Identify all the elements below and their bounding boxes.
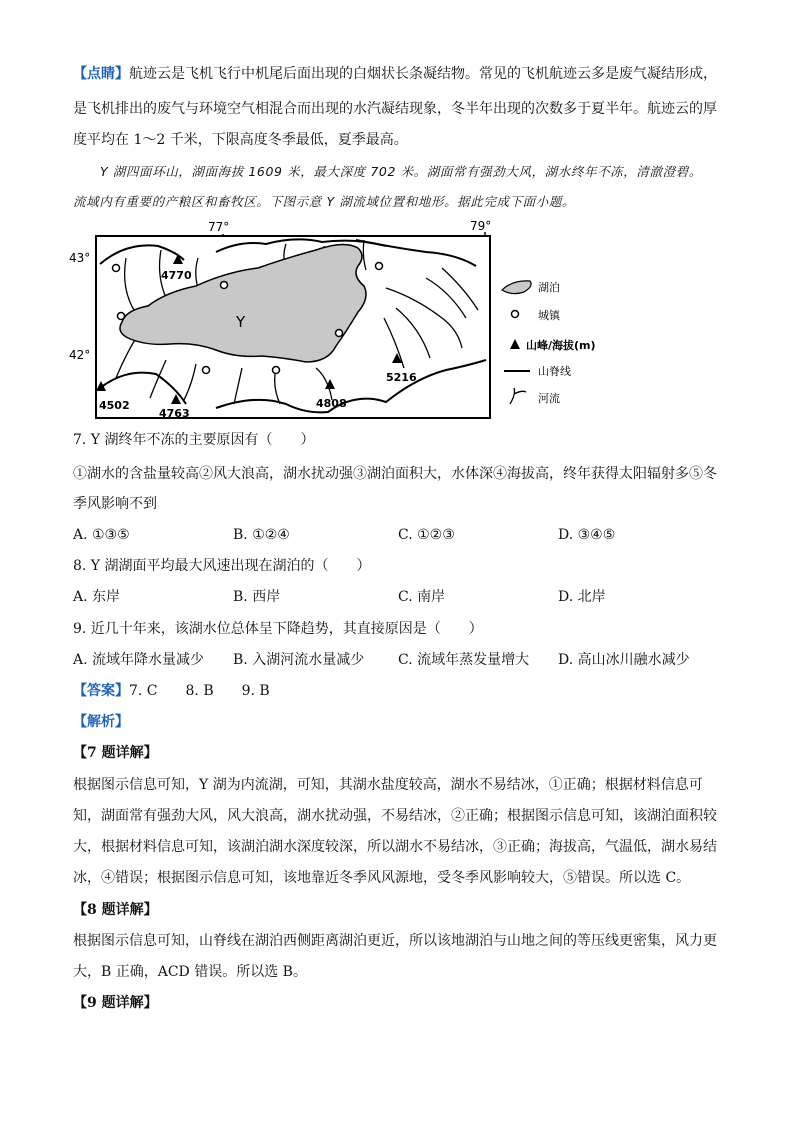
d7-line-2: 知，湖面常有强劲大风，风大浪高，湖水扰动强，不易结冰，②正确；根据图示信息可知，该湖泊面积较 [73, 808, 717, 824]
q9-option-c[interactable]: C. 流域年蒸发量增大 [398, 652, 530, 668]
q9-option-d[interactable]: D. 高山冰川融水减少 [558, 652, 690, 668]
answer-tag: 【答案】 [73, 683, 129, 699]
analysis-tag: 【解析】 [73, 714, 129, 730]
q7-items-2: 季风影响不到 [73, 496, 157, 512]
legend-ridge-label: 山脊线 [538, 365, 571, 378]
q7-option-a[interactable]: A. ①③⑤ [73, 527, 130, 543]
answer-values: 7. C 8. B 9. B [129, 683, 270, 699]
answer-line [73, 681, 270, 701]
d7-line-1: 根据图示信息可知，Y 湖为内流湖，可知，其湖水盐度较高，湖水不易结冰，①正确；根据材料信息可 [73, 777, 703, 793]
peak-label: 5216 [386, 371, 417, 384]
peak-label: 4808 [316, 397, 347, 410]
q8-stem: 8. Y 湖湖面平均最大风速出现在湖泊的（ ） [73, 558, 371, 574]
q8-option-d[interactable]: D. 北岸 [558, 589, 606, 605]
map-legend [502, 280, 596, 405]
q7-option-c[interactable]: C. ①②③ [398, 527, 455, 543]
lake-map [66, 218, 596, 424]
peak-label: 4502 [99, 399, 130, 412]
legend-lake-label: 湖泊 [538, 281, 560, 294]
note-line-2: 是飞机排出的废气与环境空气相混合而出现的水汽凝结现象，冬半年出现的次数多于夏半年。航迹云的厚 [73, 101, 717, 117]
lat-label-top: 43° [69, 251, 91, 265]
d7-line-4: 冰，④错误；根据图示信息可知，该地靠近冬季风风源地，受冬季风影响较大，⑤错误。所以选 C。 [73, 870, 691, 886]
q8-option-c[interactable]: C. 南岸 [398, 589, 446, 605]
note-line-1 [73, 64, 717, 84]
town-marker [203, 367, 210, 374]
lat-label-bottom: 42° [69, 348, 91, 362]
legend-town-swatch [512, 311, 519, 318]
town-marker [273, 367, 280, 374]
legend-peak-label: 山峰/海拔(m) [526, 339, 596, 352]
town-marker [118, 313, 125, 320]
q7-items-1: ①湖水的含盐量较高②风大浪高，湖水扰动强③湖泊面积大，水体深④海拔高，终年获得太阳辐射多⑤冬 [73, 466, 717, 482]
q8-option-b[interactable]: B. 西岸 [233, 589, 281, 605]
town-marker [376, 263, 383, 270]
legend-river-swatch [510, 388, 526, 404]
peak-label: 4763 [159, 407, 190, 420]
legend-river-label: 河流 [538, 392, 560, 405]
note-tag: 【点睛】 [73, 66, 129, 82]
q7-stem: 7. Y 湖终年不冻的主要原因有（ ） [73, 432, 315, 448]
legend-peak-swatch [510, 339, 520, 349]
q9-stem: 9. 近几十年来，该湖水位总体呈下降趋势，其直接原因是（ ） [73, 621, 483, 637]
town-marker [336, 330, 343, 337]
q8-option-a[interactable]: A. 东岸 [73, 589, 121, 605]
d9-title: 【9 题详解】 [73, 995, 158, 1011]
material-line-1: Y 湖四面环山，湖面海拔 1609 米，最大深度 702 米。湖面常有强劲大风，湖水终年不冻，清澈澄碧。 [100, 164, 702, 179]
d8-title: 【8 题详解】 [73, 902, 158, 918]
note-line-3: 度平均在 1～2 千米，下限高度冬季最低，夏季最高。 [73, 132, 408, 148]
legend-lake-swatch [502, 281, 531, 294]
q7-option-d[interactable]: D. ③④⑤ [558, 527, 616, 543]
q9-option-a[interactable]: A. 流域年降水量减少 [73, 652, 205, 668]
d7-title: 【7 题详解】 [73, 745, 158, 761]
town-marker [113, 265, 120, 272]
d7-line-3: 大，根据材料信息可知，该湖泊湖水深度较深，所以湖水不易结冰，③正确；海拔高，气温低，湖水易结 [73, 839, 717, 855]
q9-option-b[interactable]: B. 入湖河流水量减少 [233, 652, 365, 668]
note-text-1: 航迹云是飞机飞行中机尾后面出现的白烟状长条凝结物。常见的飞机航迹云多是废气凝结形成， [129, 66, 717, 82]
d8-line-1: 根据图示信息可知，山脊线在湖泊西侧距离湖泊更近，所以该地湖泊与山地之间的等压线更密集，风力更 [73, 933, 717, 949]
lon-label-left: 77° [208, 220, 230, 234]
town-marker [221, 282, 228, 289]
lake-label: Y [236, 313, 246, 331]
d8-line-2: 大，B 正确，ACD 错误。所以选 B。 [73, 964, 307, 980]
material-line-2: 流域内有重要的产粮区和畜牧区。下图示意 Y 湖流域位置和地形。据此完成下面小题。 [73, 194, 576, 209]
q7-option-b[interactable]: B. ①②④ [233, 527, 290, 543]
peak-label: 4770 [161, 269, 192, 282]
legend-town-label: 城镇 [538, 309, 560, 322]
lon-label-right: 79° [470, 219, 492, 233]
